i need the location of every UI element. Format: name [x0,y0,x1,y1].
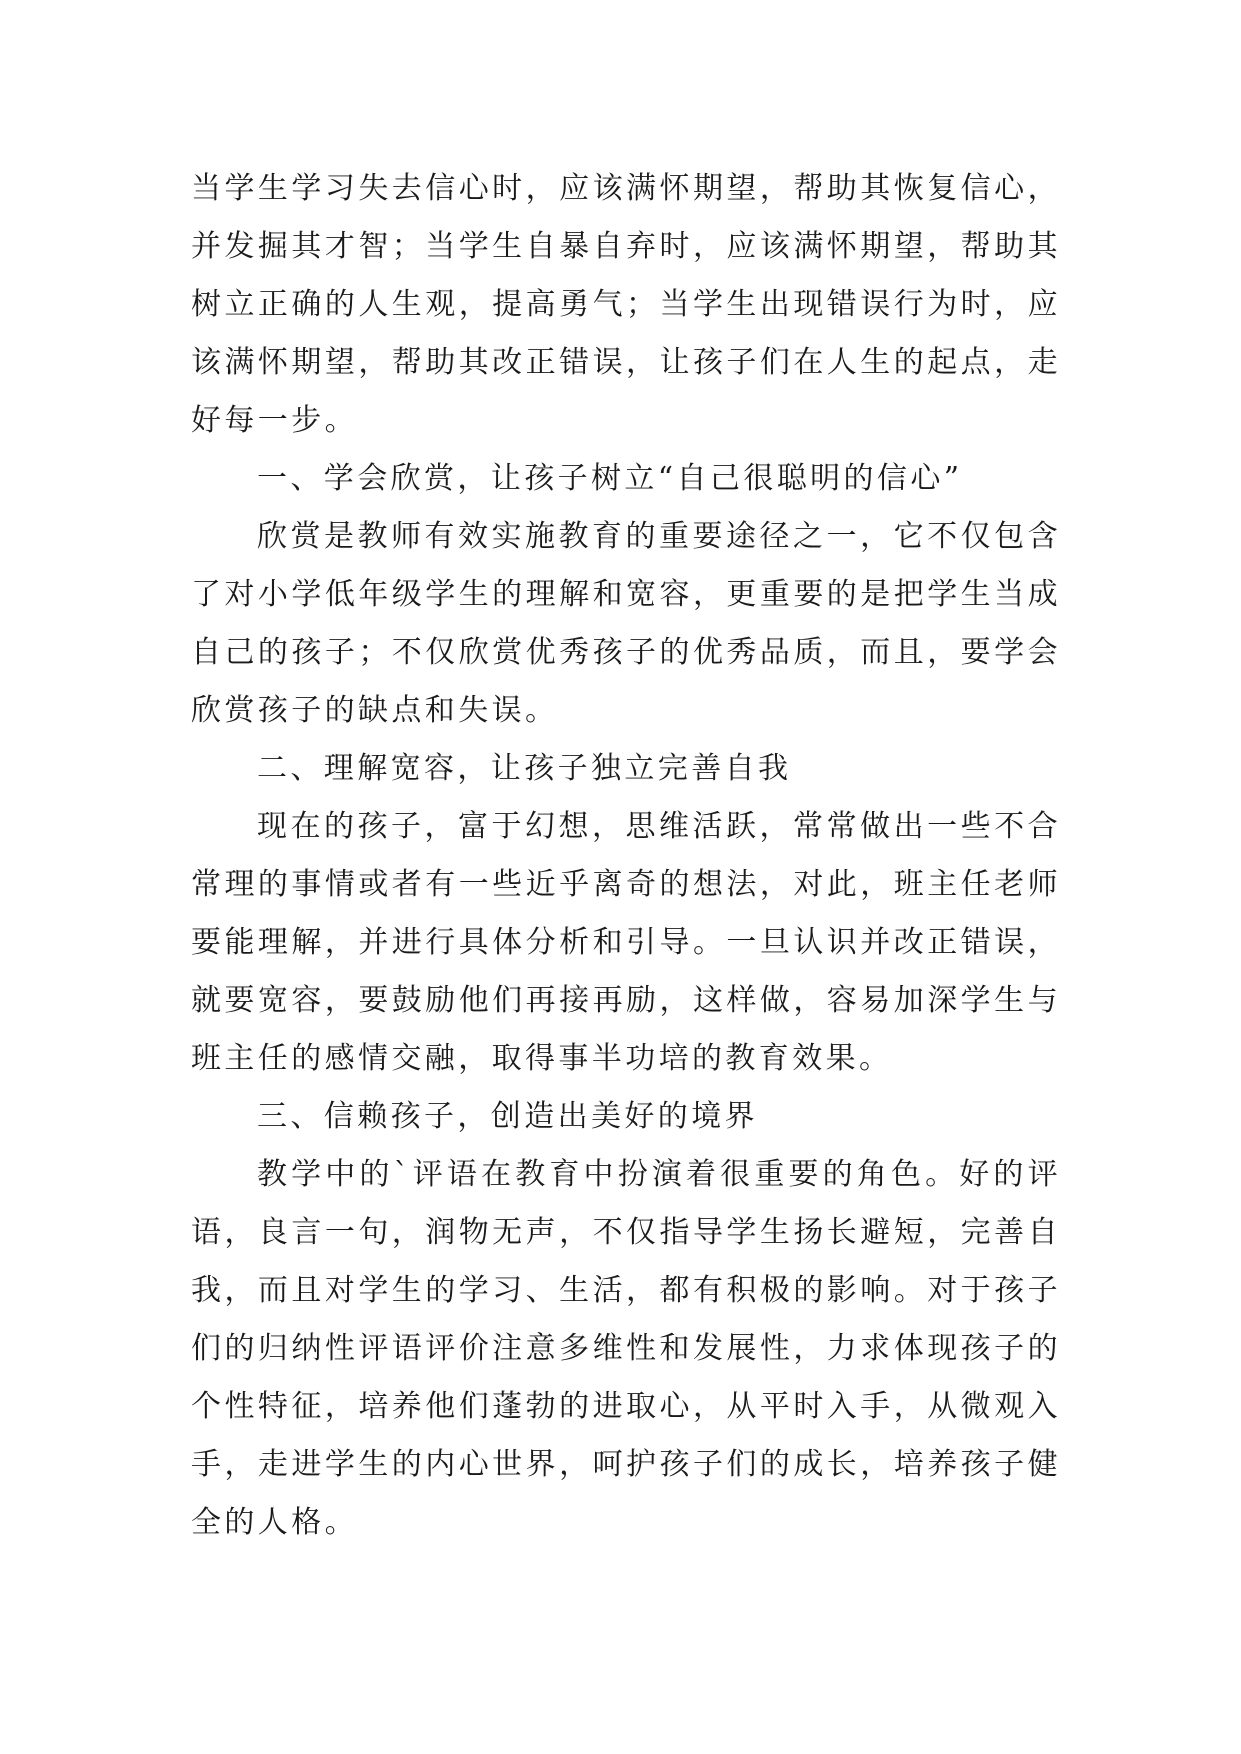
section-heading-3: 三、信赖孩子，创造出美好的境界 [257,1099,758,1134]
paragraph-appreciation: 欣赏是教师有效实施教育的重要途径之一，它不仅包含了对小学低年级学生的理解和宽容，更重要的是把学生当成自己的孩子；不仅欣赏优秀孩子的优秀品质，而且，要学会欣赏孩子的缺点和失误。 [191,519,1061,728]
document-body [191,160,1061,1552]
section-heading-2: 二、理解宽容，让孩子独立完善自我 [257,751,792,786]
paragraph-continuation: 当学生学习失去信心时，应该满怀期望，帮助其恢复信心，并发掘其才智；当学生自暴自弃时，应该满怀期望，帮助其树立正确的人生观，提高勇气；当学生出现错误行为时，应该满怀期望，帮助其改正错误，让孩子们在人生的起点，走好每一步。 [191,171,1061,438]
paragraph-understanding: 现在的孩子，富于幻想，思维活跃，常常做出一些不合常理的事情或者有一些近乎离奇的想法，对此，班主任老师要能理解，并进行具体分析和引导。一旦认识并改正错误，就要宽容，要鼓励他们再接再励，这样做，容易加深学生与班主任的感情交融，取得事半功培的教育效果。 [191,809,1061,1076]
section-heading-1: 一、学会欣赏，让孩子树立“自己很聪明的信心” [257,461,963,496]
paragraph-trust: 教学中的`评语在教育中扮演着很重要的角色。好的评语，良言一句，润物无声，不仅指导学生扬长避短，完善自我，而且对学生的学习、生活，都有积极的影响。对于孩子们的归纳性评语评价注意多维性和发展性，力求体现孩子的个性特征，培养他们蓬勃的进取心，从平时入手，从微观入手，走进学生的内心世界，呵护孩子们的成长，培养孩子健全的人格。 [191,1157,1061,1540]
